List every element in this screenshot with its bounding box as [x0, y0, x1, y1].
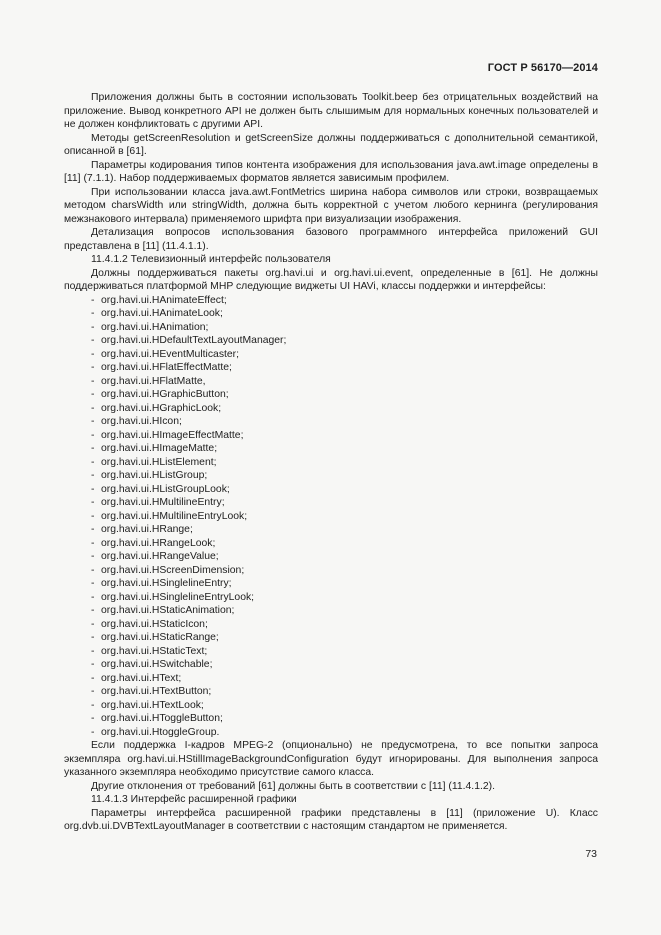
list-item-text: org.havi.ui.HRange;: [101, 524, 193, 535]
document-body: [64, 91, 598, 834]
list-dash: -: [91, 443, 95, 454]
list-item-text: org.havi.ui.HSwitchable;: [101, 659, 213, 670]
list-item: [64, 645, 598, 659]
list-item-text: org.havi.ui.HGraphicButton;: [101, 389, 229, 400]
list-item: [64, 618, 598, 632]
list-item-text: org.havi.ui.HListGroup;: [101, 470, 208, 481]
list-item: [64, 402, 598, 416]
list-dash: -: [91, 389, 95, 400]
list-item-text: org.havi.ui.HTextButton;: [101, 686, 212, 697]
list-item: [64, 510, 598, 524]
list-item: [64, 307, 598, 321]
document-id: ГОСТ Р 56170—2014: [487, 62, 598, 74]
list-item-text: org.havi.ui.HToggleButton;: [101, 713, 223, 724]
paragraph: Параметры интерфейса расширенной графики представлены в [11] (приложение U). Класс org.dvb.ui.DVBTextLayoutManager в соответствии с настоящим стандартом не применяется.: [64, 807, 598, 832]
list-dash: -: [91, 578, 95, 589]
list-item-text: org.havi.ui.HtoggleGroup.: [101, 726, 220, 738]
list-dash: -: [91, 632, 95, 643]
list-dash: -: [91, 605, 95, 616]
list-dash: -: [91, 726, 95, 738]
paragraph: Другие отклонения от требований [61] должны быть в соответствии с [11] (11.4.1.2).: [91, 780, 495, 792]
list-dash: -: [91, 564, 95, 576]
list-dash: -: [91, 483, 95, 495]
list-dash: -: [91, 402, 95, 414]
list-dash: -: [91, 335, 95, 346]
list-dash: -: [91, 375, 95, 387]
list-item-text: org.havi.ui.HImageEffectMatte;: [101, 429, 244, 441]
list-item-text: org.havi.ui.HFlatEffectMatte;: [101, 362, 232, 373]
paragraph: Детализация вопросов использования базового программного интерфейса приложений GUI представлена в [11] (11.4.1.1).: [64, 227, 598, 252]
list-item: [64, 537, 598, 551]
list-dash: -: [91, 429, 95, 441]
list-dash: -: [91, 713, 95, 724]
list-item-text: org.havi.ui.HStaticText;: [101, 645, 208, 657]
paragraph: Параметры кодирования типов контента изображения для использования java.awt.image определены в [11] (7.1.1). Набор поддерживаемых форматов является зависимым профилем.: [64, 159, 598, 184]
list-item: [64, 361, 598, 375]
list-item: [64, 577, 598, 591]
list-dash: -: [91, 416, 95, 427]
list-item-text: org.havi.ui.HRangeLook;: [101, 537, 216, 549]
list-item: [64, 672, 598, 686]
list-dash: -: [91, 497, 95, 508]
list-dash: -: [91, 645, 95, 657]
list-item: [64, 375, 598, 389]
list-dash: -: [91, 308, 95, 319]
list-item: [64, 523, 598, 537]
list-item-text: org.havi.ui.HEventMulticaster;: [101, 348, 240, 360]
list-dash: -: [91, 672, 95, 684]
list-item: [64, 456, 598, 470]
section-heading: 11.4.1.3 Интерфейс расширенной графики: [91, 794, 297, 805]
list-dash: -: [91, 618, 95, 630]
paragraph: Приложения должны быть в состоянии использовать Toolkit.beep без отрицательных воздействий на приложение. Вывод конкретного API не должен быть слышимым для нормальных конечных пользователей и не должен конфликтовать с другими API.: [64, 92, 598, 130]
list-item: [64, 294, 598, 308]
list-item-text: org.havi.ui.HMultilineEntryLook;: [101, 510, 248, 522]
list-item-text: org.havi.ui.HSinglelineEntryLook;: [101, 591, 255, 603]
list-dash: -: [91, 470, 95, 481]
paragraph: При использовании класса java.awt.FontMetrics ширина набора символов или строки, возвращаемых методом charsWidth или stringWidth, должна быть корректной с учетом любого кернинга (регулирования межзнакового интервала) применяемого шрифта при визуализации изображения.: [64, 186, 598, 225]
list-item: [64, 604, 598, 618]
list-item-text: org.havi.ui.HGraphicLook;: [101, 402, 222, 414]
list-item: [64, 442, 598, 456]
list-item: [64, 685, 598, 699]
list-dash: -: [91, 362, 95, 373]
list-item: [64, 550, 598, 564]
section-heading: 11.4.1.2 Телевизионный интерфейс пользователя: [91, 254, 331, 265]
list-dash: -: [91, 510, 95, 522]
list-item: [64, 726, 598, 740]
list-item: [64, 658, 598, 672]
list-item: [64, 591, 598, 605]
list-item: [64, 564, 598, 578]
list-item: [64, 334, 598, 348]
list-item-text: org.havi.ui.HListGroupLook;: [101, 483, 230, 495]
list-dash: -: [91, 659, 95, 670]
list-dash: -: [91, 456, 95, 468]
list-item-text: org.havi.ui.HRangeValue;: [101, 551, 219, 562]
list-item-text: org.havi.ui.HStaticRange;: [101, 632, 219, 643]
list-item: [64, 469, 598, 483]
list-item-text: org.havi.ui.HAnimateLook;: [101, 308, 223, 319]
list-dash: -: [91, 348, 95, 360]
list-item-text: org.havi.ui.HSinglelineEntry;: [101, 578, 232, 589]
list-item-text: org.havi.ui.HStaticIcon;: [101, 618, 208, 630]
list-dash: -: [91, 699, 95, 711]
list-item-text: org.havi.ui.HStaticAnimation;: [101, 605, 235, 616]
page-number: 73: [585, 848, 597, 860]
list-item-text: org.havi.ui.HFlatMatte,: [101, 375, 206, 387]
list-item-text: org.havi.ui.HText;: [101, 672, 182, 684]
list-item: [64, 712, 598, 726]
list-dash: -: [91, 294, 95, 306]
list-dash: -: [91, 591, 95, 603]
list-item: [64, 429, 598, 443]
excluded-widgets-list: [64, 294, 598, 740]
list-item-text: org.havi.ui.HImageMatte;: [101, 443, 218, 454]
list-item: [64, 631, 598, 645]
list-item: [64, 699, 598, 713]
list-item-text: org.havi.ui.HAnimateEffect;: [101, 294, 227, 306]
paragraph: Если поддержка I-кадров MPEG-2 (опционально) не предусмотрена, то все попытки запроса экземпляра org.havi.ui.HStillImageBackgroundConfiguration будут игнорированы. Для выполнения запроса указанного экземпляра необходимо присутствие самого класса.: [64, 740, 598, 778]
list-item-text: org.havi.ui.HIcon;: [101, 416, 182, 427]
list-item: [64, 496, 598, 510]
list-item: [64, 321, 598, 335]
list-item: [64, 483, 598, 497]
paragraph: Методы getScreenResolution и getScreenSize должны поддерживаться с дополнительной семантикой, описанной в [61].: [64, 132, 598, 157]
list-dash: -: [91, 551, 95, 562]
list-dash: -: [91, 686, 95, 697]
list-dash: -: [91, 321, 95, 333]
list-item-text: org.havi.ui.HAnimation;: [101, 321, 209, 333]
list-item-text: org.havi.ui.HMultilineEntry;: [101, 497, 225, 508]
list-item-text: org.havi.ui.HDefaultTextLayoutManager;: [101, 335, 287, 346]
list-dash: -: [91, 524, 95, 535]
list-dash: -: [91, 537, 95, 549]
list-item: [64, 415, 598, 429]
paragraph: Должны поддерживаться пакеты org.havi.ui и org.havi.ui.event, определенные в [61]. Не должны поддерживаться платформой MHP следующие виджеты UI HAVi, классы поддержки и интерфейсы:: [64, 267, 598, 292]
list-item: [64, 388, 598, 402]
list-item-text: org.havi.ui.HTextLook;: [101, 699, 204, 711]
list-item-text: org.havi.ui.HScreenDimension;: [101, 564, 245, 576]
list-item: [64, 348, 598, 362]
list-item-text: org.havi.ui.HListElement;: [101, 456, 217, 468]
